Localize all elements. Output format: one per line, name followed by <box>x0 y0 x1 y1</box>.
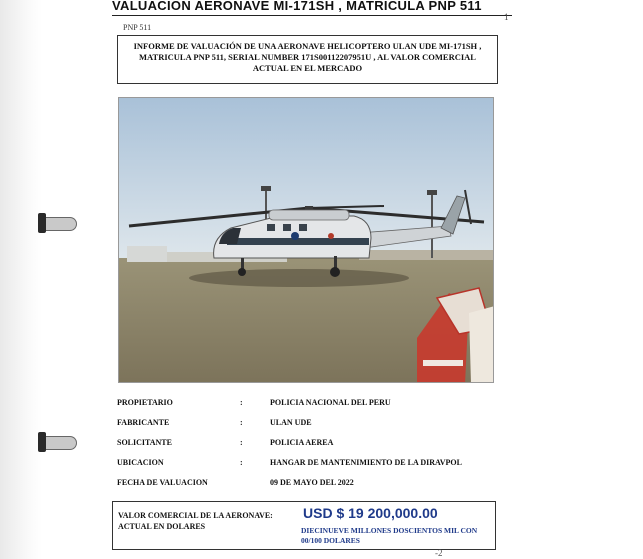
distant-hangar <box>127 246 167 262</box>
registration-code: PNP 511 <box>123 23 152 32</box>
field-label: FABRICANTE <box>117 418 170 427</box>
valuation-words: DIECINUEVE MILLONES DOSCIENTOS MIL CON 00/100 DOLARES <box>301 526 478 545</box>
field-row-location <box>114 458 514 478</box>
field-value: POLICIA AEREA <box>270 438 334 447</box>
helicopter-shadow <box>189 269 409 287</box>
report-heading-box <box>117 35 498 84</box>
barrier-white <box>469 306 494 383</box>
field-label: FECHA DE VALUACION <box>117 478 208 487</box>
main-wheel <box>330 267 340 277</box>
report-heading: INFORME DE VALUACIÓN DE UNA AERONAVE HELICOPTERO ULAN UDE MI-171SH , MATRICULA PNP 511, SERIAL NUMBER 171S00112207951U , AL VALOR COMERCIAL ACTUAL EN EL MERCADO <box>133 41 482 73</box>
field-label: SOLICITANTE <box>117 438 172 447</box>
field-label: UBICACION <box>117 458 164 467</box>
field-colon: : <box>240 398 243 407</box>
binder-clip-top <box>38 211 78 237</box>
field-colon: : <box>240 418 243 427</box>
cabin-window-1 <box>267 224 275 231</box>
light-pole-right <box>431 194 433 258</box>
engine-housing <box>269 210 349 220</box>
binder-clip-bottom <box>38 430 78 456</box>
document-title: VALUACION AERONAVE MI-171SH , MATRICULA PNP 511 <box>112 0 512 16</box>
light-pole-right-head <box>427 190 437 195</box>
emblem <box>291 232 299 240</box>
page-mark: 1 <box>504 12 509 22</box>
fuselage-stripe <box>227 238 369 245</box>
binder-edge <box>0 0 42 559</box>
field-row-owner <box>114 398 514 418</box>
field-colon: : <box>240 458 243 467</box>
nose-wheel <box>238 268 246 276</box>
field-row-requester <box>114 438 514 458</box>
field-row-date <box>114 478 514 498</box>
cabin-window-3 <box>299 224 307 231</box>
field-label: PROPIETARIO <box>117 398 173 407</box>
valuation-amount: USD $ 19 200,000.00 <box>303 505 438 521</box>
field-row-manufacturer <box>114 418 514 438</box>
field-value: HANGAR DE MANTENIMIENTO DE LA DIRAVPOL <box>270 458 462 467</box>
light-pole-left-head <box>261 186 271 191</box>
field-value: ULAN UDE <box>270 418 312 427</box>
field-value: POLICIA NACIONAL DEL PERU <box>270 398 391 407</box>
footer-mark: -2 <box>435 548 443 558</box>
distant-fence <box>359 250 494 260</box>
field-value: 09 DE MAYO DEL 2022 <box>270 478 354 487</box>
cabin-window-2 <box>283 224 291 231</box>
details-table <box>114 398 514 498</box>
helicopter-photo <box>118 97 494 383</box>
valuation-label: VALOR COMERCIAL DE LA AERONAVE: ACTUAL EN DOLARES <box>118 511 273 531</box>
barrier-stripe <box>423 360 463 366</box>
valuation-box <box>112 501 496 550</box>
tail-emblem <box>328 233 334 239</box>
field-colon: : <box>240 438 243 447</box>
